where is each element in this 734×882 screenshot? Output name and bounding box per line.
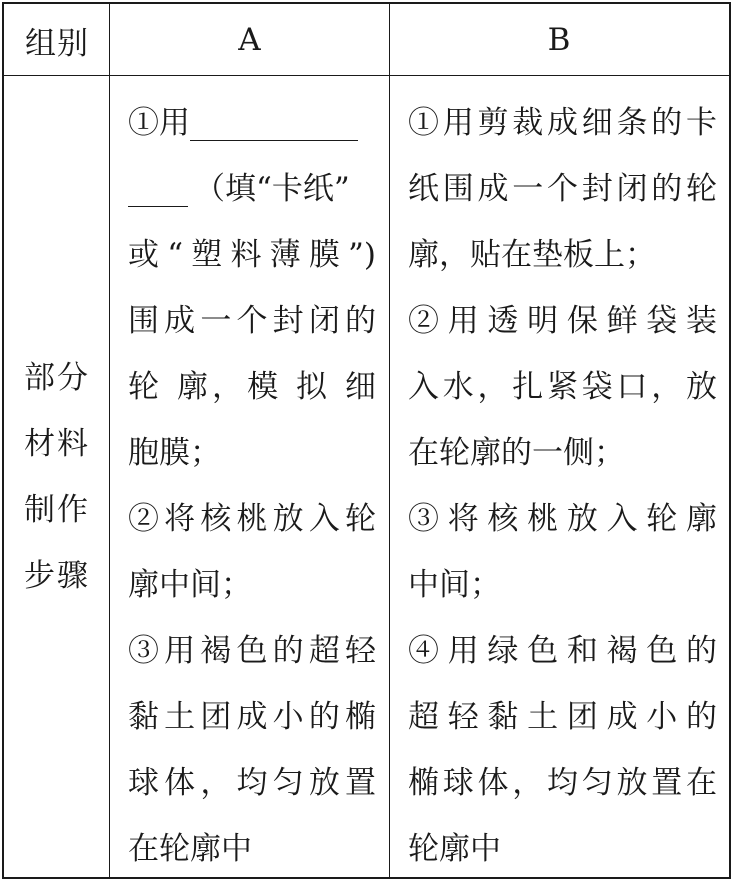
col-b-line: 在轮廓的一侧； — [408, 435, 625, 471]
row-label-cell — [4, 76, 110, 877]
col-a-line: 在轮廓中 — [128, 831, 252, 867]
col-a-line — [128, 156, 376, 222]
col-b-line: ①用剪裁成细条的卡 — [408, 105, 717, 141]
col-b-line: 入水，扎紧袋口，放 — [408, 369, 717, 405]
steps-table — [2, 2, 731, 879]
header-group-label: 组别 — [25, 25, 89, 62]
col-b-line: 椭球体，均匀放置在 — [408, 765, 717, 801]
col-a-line — [128, 90, 376, 156]
col-b-line: 中间； — [408, 567, 501, 603]
row-label-line: 部分 — [24, 359, 90, 396]
col-a-line: ③用褐色的超轻 — [128, 633, 376, 669]
row-label — [24, 345, 90, 609]
col-a-line: 廓中间； — [128, 567, 252, 603]
col-a-line: 或“塑料薄膜”) — [128, 237, 376, 273]
col-b-line: 纸围成一个封闭的轮 — [408, 171, 717, 207]
col-a-content — [110, 76, 390, 877]
row-label-line: 制作 — [24, 491, 90, 528]
col-b-line: 廓，贴在垫板上； — [408, 237, 656, 273]
fill-blank-line — [128, 162, 188, 207]
col-b-line: 超轻黏土团成小的 — [408, 699, 717, 735]
col-a-line: 轮 廓，模 拟 细 — [128, 369, 376, 405]
col-b-line: ③将核桃放入轮廓 — [408, 501, 717, 537]
header-col-b: B — [547, 22, 572, 58]
col-b-content — [390, 76, 729, 877]
row-label-line: 步骤 — [24, 557, 90, 594]
col-a-line: 黏土团成小的椭 — [128, 699, 376, 735]
fill-blank-line — [190, 96, 358, 141]
col-a-line1-prefix: ①用 — [128, 105, 190, 141]
header-col-a: A — [238, 22, 262, 58]
col-a-line2-text: （填“卡纸” — [194, 171, 350, 207]
col-b-line: ④用绿色和褐色的 — [408, 633, 717, 669]
col-a-line: 球体，均匀放置 — [128, 765, 376, 801]
col-a-line: 胞膜； — [128, 435, 221, 471]
col-b-line: 轮廓中 — [408, 831, 501, 867]
col-b-line: ②用透明保鲜袋装 — [408, 303, 717, 339]
col-a-line: 围成一个封闭的 — [128, 303, 376, 339]
col-a-line: ②将核桃放入轮 — [128, 501, 376, 537]
row-label-line: 材料 — [24, 425, 90, 462]
